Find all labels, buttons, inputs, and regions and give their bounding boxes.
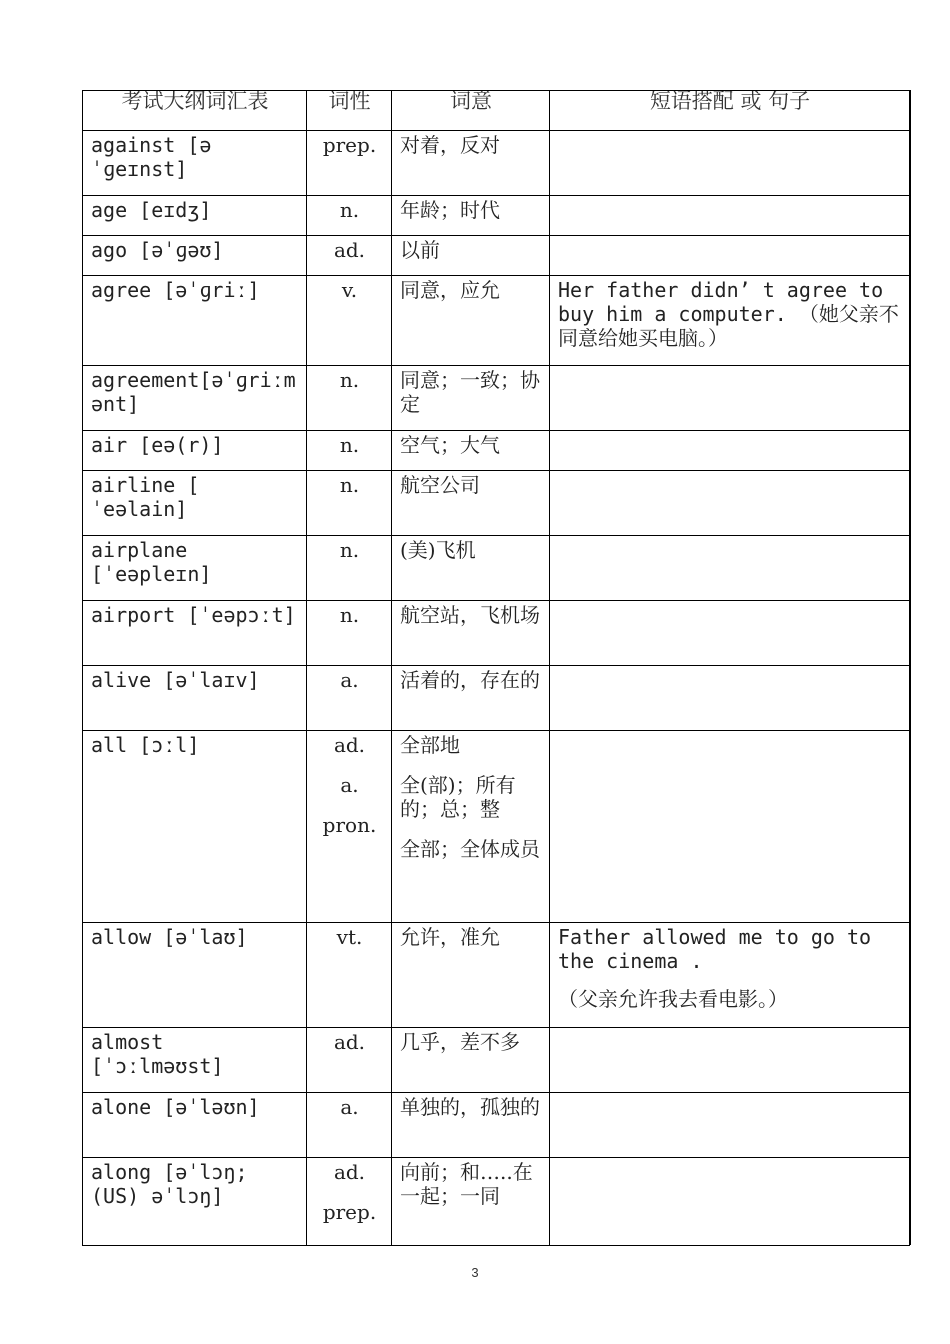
table-row <box>83 922 909 1027</box>
pos-cell <box>307 131 392 195</box>
example-cell <box>550 666 909 730</box>
meaning-cell <box>392 236 550 275</box>
meaning-text: (美)飞机 <box>400 538 476 562</box>
word-cell: all [ɔːl] <box>83 731 307 922</box>
example-cell <box>550 236 909 275</box>
pos-text: prep. <box>322 133 377 157</box>
example-cell <box>550 536 909 600</box>
meaning-cell <box>392 276 550 365</box>
table-row <box>83 430 909 470</box>
pos-text: n. <box>339 538 360 562</box>
example-cell <box>550 923 909 1027</box>
meaning-text: 同意，应允 <box>400 278 500 302</box>
table-header-row <box>83 90 909 130</box>
pos-cell <box>307 1028 392 1092</box>
table-outer-border <box>910 90 911 1245</box>
word-cell: airplane [ˈeəpleɪn] <box>83 536 307 600</box>
pos-cell <box>307 1093 392 1157</box>
pos-text: ad. <box>333 1030 366 1054</box>
word-cell: ago [əˈɡəʊ] <box>83 236 307 275</box>
table-row <box>83 665 909 730</box>
example-cell <box>550 1093 909 1157</box>
table-row <box>83 195 909 235</box>
table-row <box>83 600 909 665</box>
table-row <box>83 1092 909 1157</box>
pos-text: ad. <box>333 238 366 262</box>
pos-cell <box>307 366 392 430</box>
meaning-cell <box>392 196 550 235</box>
table-row <box>83 365 909 430</box>
meaning-cell <box>392 131 550 195</box>
pos-text: pron. <box>322 813 377 837</box>
table-row <box>83 130 909 195</box>
pos-text: ad. <box>333 1160 366 1184</box>
meaning-text: 单独的，孤独的 <box>400 1095 540 1119</box>
word-cell: airport [ˈeəpɔːt] <box>83 601 307 665</box>
pos-text: a. <box>340 668 359 692</box>
word-cell: alive [əˈlaɪv] <box>83 666 307 730</box>
meaning-text: 同意；一致；协定 <box>400 368 540 416</box>
pos-cell <box>307 666 392 730</box>
meaning-text: 几乎，差不多 <box>400 1030 520 1054</box>
meaning-text: 空气；大气 <box>400 433 500 457</box>
pos-text: a. <box>340 773 359 797</box>
example-cell <box>550 471 909 535</box>
pos-cell <box>307 196 392 235</box>
example-cell <box>550 1158 909 1245</box>
page-number: 3 <box>471 1265 479 1280</box>
header-vocabulary: 考试大纲词汇表 <box>83 91 307 130</box>
meaning-text: 年龄；时代 <box>400 198 500 222</box>
pos-text: n. <box>339 368 360 392</box>
meaning-text: 航空公司 <box>400 473 480 497</box>
pos-cell <box>307 601 392 665</box>
example-translation: （父亲允许我去看电影。） <box>558 987 788 1011</box>
word-cell: agreement[əˈɡriːmənt] <box>83 366 307 430</box>
vocabulary-table <box>82 90 910 1246</box>
example-cell <box>550 366 909 430</box>
pos-cell <box>307 471 392 535</box>
table-row <box>83 535 909 600</box>
pos-cell <box>307 731 392 922</box>
example-cell <box>550 601 909 665</box>
example-cell <box>550 731 909 922</box>
example-cell <box>550 131 909 195</box>
pos-cell <box>307 236 392 275</box>
pos-text: n. <box>339 603 360 627</box>
table-row <box>83 1157 909 1245</box>
meaning-cell <box>392 471 550 535</box>
example-cell <box>550 196 909 235</box>
meaning-cell <box>392 1093 550 1157</box>
meaning-cell <box>392 366 550 430</box>
meaning-cell <box>392 666 550 730</box>
pos-text: n. <box>339 198 360 222</box>
meaning-cell <box>392 731 550 922</box>
pos-text: vt. <box>336 925 363 949</box>
word-cell: allow [əˈlaʊ] <box>83 923 307 1027</box>
word-cell: along [əˈlɔŋ; (US) əˈlɔŋ] <box>83 1158 307 1245</box>
meaning-cell <box>392 431 550 470</box>
pos-cell <box>307 431 392 470</box>
meaning-text: 允许，准允 <box>400 925 500 949</box>
pos-cell <box>307 1158 392 1245</box>
word-cell: air [eə(r)] <box>83 431 307 470</box>
table-row <box>83 470 909 535</box>
pos-cell <box>307 276 392 365</box>
pos-text: prep. <box>322 1200 377 1224</box>
header-meaning: 词意 <box>392 91 550 130</box>
meaning-text: 以前 <box>400 238 440 262</box>
pos-text: n. <box>339 473 360 497</box>
header-part-of-speech: 词性 <box>307 91 392 130</box>
meaning-text: 全部；全体成员 <box>400 837 540 861</box>
table-row <box>83 1027 909 1092</box>
table-row <box>83 730 909 922</box>
word-cell: airline [ ˈeəlain] <box>83 471 307 535</box>
meaning-cell <box>392 601 550 665</box>
meaning-text: 全(部)；所有的；总；整 <box>400 773 516 821</box>
table-row <box>83 235 909 275</box>
pos-text: a. <box>340 1095 359 1119</box>
meaning-text: 对着，反对 <box>400 133 500 157</box>
meaning-cell <box>392 1028 550 1092</box>
word-cell: age [eɪdʒ] <box>83 196 307 235</box>
table-row <box>83 275 909 365</box>
pos-cell <box>307 536 392 600</box>
pos-text: v. <box>341 278 358 302</box>
example-sentence: Father allowed me to go to the cinema . <box>558 925 872 973</box>
meaning-text: 航空站，飞机场 <box>400 603 540 627</box>
example-cell <box>550 276 909 365</box>
meaning-text: 全部地 <box>400 733 460 757</box>
header-phrase-or-sentence: 短语搭配 或 句子 <box>649 91 811 113</box>
word-cell: agree [əˈɡriː] <box>83 276 307 365</box>
example-sentence: Her father didn’ t agree to buy him a computer. （她父亲不同意给她买电脑。） <box>558 278 899 350</box>
word-cell: alone [əˈləʊn] <box>83 1093 307 1157</box>
example-cell <box>550 1028 909 1092</box>
example-cell <box>550 431 909 470</box>
meaning-text: 活着的，存在的 <box>400 668 540 692</box>
pos-text: ad. <box>333 733 366 757</box>
meaning-text: 向前；和…..在一起；一同 <box>400 1160 533 1208</box>
meaning-cell <box>392 923 550 1027</box>
meaning-cell <box>392 536 550 600</box>
word-cell: against [əˈɡeɪnst] <box>83 131 307 195</box>
pos-text: n. <box>339 433 360 457</box>
word-cell: almost [ˈɔːlməʊst] <box>83 1028 307 1092</box>
pos-cell <box>307 923 392 1027</box>
meaning-cell <box>392 1158 550 1245</box>
